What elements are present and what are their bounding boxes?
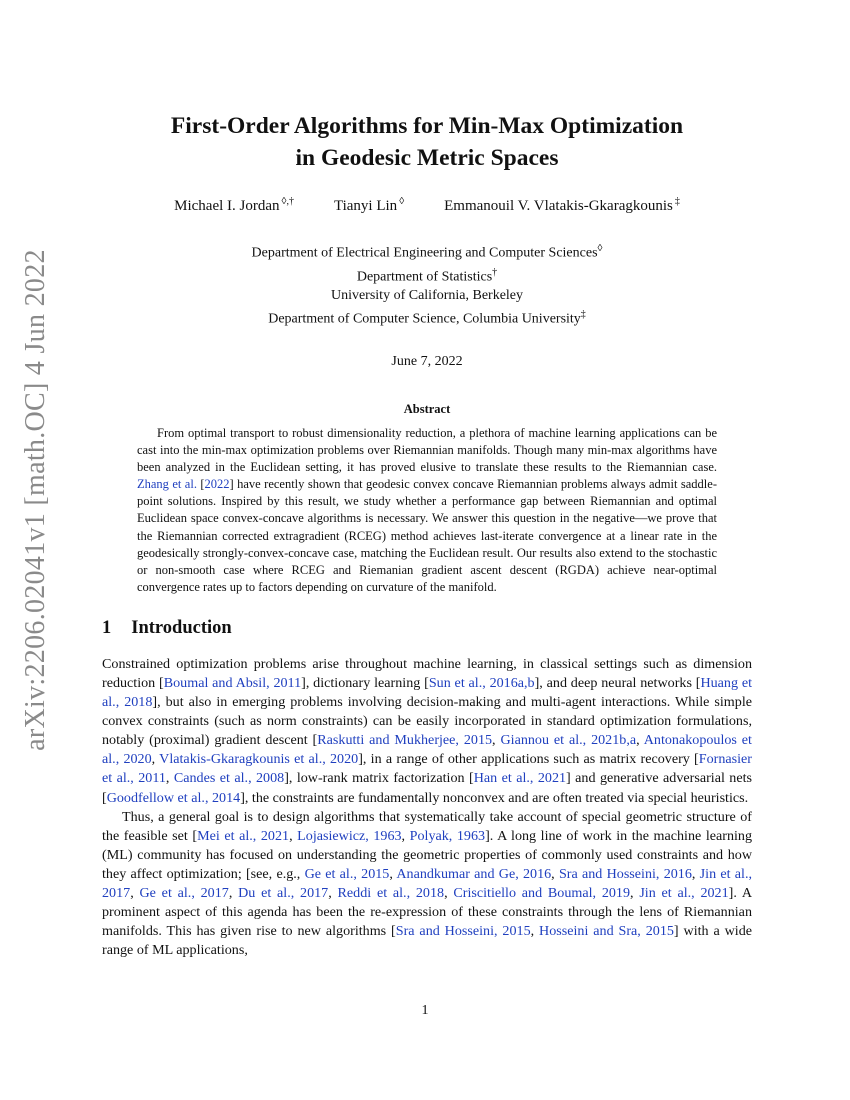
author-name: Michael I. Jordan [174,198,280,214]
affiliation-text: University of California, Berkeley [330,288,524,304]
citation-link[interactable]: Anandkumar and Ge, 2016 [396,865,552,882]
citation-link[interactable]: Antonakopoulos et al., 2020 [102,732,752,768]
citation-link[interactable]: Boumal and Absil, 2011 [163,675,302,691]
section-body [102,655,752,961]
affiliation [102,286,752,305]
citation-link[interactable]: Sra and Hosseini, 2016 [558,865,692,882]
affiliation-mark: ‡ [580,309,586,321]
paragraph: Constrained optimization problems arise throughout machine learning, in classical settings such as dimension reduction [Boumal and Absil, 2011], dictionary learning [Sun et al., 2016a,b], and deep neural networks [Huang et al., 2018], but also in emerging problems involving decision-making and multi-agent interactions. While simple convex constraints (such as norm constraints) can be easily incorporated in standard optimization formulations, notably (proximal) gradient descent [Raskutti and Mukherjee, 2015, Giannou et al., 2021b,a, Antonakopoulos et al., 2020, Vlatakis-Gkaragkounis et al., 2020], in a range of other applications such as matrix recovery [Fornasier et al., 2011, Candes et al., 2008], low-rank matrix factorization [Han et al., 2021] and generative adversarial nets [Goodfellow et al., 2014], the constraints are fundamentally nonconvex and are often treated via special heuristics. [102,655,752,806]
paper-date: June 7, 2022 [391,353,463,369]
paper-page [102,110,752,960]
citation-link[interactable]: Du et al., 2017 [238,885,329,902]
arxiv-identifier-stamp [8,249,64,751]
citation-link[interactable]: Lojasiewicz, 1963 [297,827,402,844]
title-line-1: First-Order Algorithms for Min-Max Optimization [170,113,684,139]
affiliation [102,263,752,287]
author-name: Tianyi Lin [333,198,398,214]
section-number: 1 [102,617,112,638]
author [444,196,680,215]
citation-link[interactable]: Sra and Hosseini, 2015 [395,923,531,940]
citation-link[interactable]: Goodfellow et al., 2014 [106,789,241,806]
arxiv-identifier-text: arXiv:2206.02041v1 [math.OC] 4 Jun 2022 [20,249,51,751]
citation-link[interactable]: Criscitiello and Boumal, 2019 [453,885,631,902]
citation-link[interactable]: Candes et al., 2008 [173,770,285,787]
author-name: Emmanouil V. Vlatakis-Gkaragkounis [444,198,673,214]
citation-link[interactable]: Raskutti and Mukherjee, 2015 [317,732,493,749]
section-title: Introduction [131,617,232,638]
abstract-text: From optimal transport to robust dimensionality reduction, a plethora of machine learning applications can be cast into the min-max optimization problems over Riemannian manifolds. Though many min-max algorithms have been analyzed in the Euclidean setting, it has proved elusive to translate these results to the Riemannian case. Zhang et al. [2022] have recently shown that geodesic convex concave Riemannian problems always admit saddle-point solutions. Inspired by this result, we study whether a performance gap between Riemannian and optimal Euclidean space convex-concave algorithms is necessary. We answer this question in the negative—we prove that the Riemannian corrected extragradient (RCEG) method achieves last-iterate convergence at a linear rate in the geodesically strongly-convex-concave case, matching the Euclidean result. Our results also extend to the stochastic or non-smooth case where RCEG and Riemanian gradient ascent descent (RGDA) achieve near-optimal convergence rates up to factors depending on curvature of the manifold. [137,425,717,594]
citation-link[interactable]: Jin et al., 2017 [102,865,753,902]
author [334,196,404,215]
affiliation-text: Department of Computer Science, Columbia University [268,311,581,327]
citation-link[interactable]: Huang et al., 2018 [102,675,752,711]
citation-link[interactable]: Mei et al., 2021 [197,827,290,844]
citation-link[interactable]: Reddi et al., 2018 [337,885,445,902]
author-list [102,196,752,215]
citation-link[interactable]: Hosseini and Sra, 2015 [539,923,674,940]
citation-link[interactable]: Giannou et al., 2021b,a [500,732,637,749]
author-mark: ◊ [399,196,405,207]
author [174,196,294,215]
citation-link[interactable]: Ge et al., 2015 [304,865,390,882]
affiliation-text: Department of Electrical Engineering and Computer Sciences [251,245,598,261]
citation-link[interactable]: Vlatakis-Gkaragkounis et al., 2020 [159,751,359,768]
citation-link[interactable]: Sun et al., 2016a,b [428,675,535,691]
section-heading [102,618,752,639]
author-mark: ‡ [674,196,680,207]
paragraph: Thus, a general goal is to design algorithms that systematically take account of special geometric structure of the feasible set [Mei et al., 2021, Lojasiewicz, 1963, Polyak, 1963]. A long line of work in the machine learning (ML) community has focused on understanding the geometric properties of commonly used constraints and how they affect optimization; [see, e.g., Ge et al., 2015, Anandkumar and Ge, 2016, Sra and Hosseini, 2016, Jin et al., 2017, Ge et al., 2017, Du et al., 2017, Reddi et al., 2018, Criscitiello and Boumal, 2019, Jin et al., 2021]. A prominent aspect of this agenda has been the re-expression of these constraints through the lens of Riemannian manifolds. This has given rise to new algorithms [Sra and Hosseini, 2015, Hosseini and Sra, 2015] with a wide range of ML applications, [102,808,753,959]
page-number: 1 [421,1003,429,1018]
citation-link[interactable]: Zhang et al. [137,477,197,492]
title-line-2: in Geodesic Metric Spaces [295,145,559,171]
affiliation [102,239,752,263]
citation-link[interactable]: 2022 [204,477,230,492]
citation-link[interactable]: Fornasier et al., 2011 [102,751,752,787]
paper-title [102,110,752,174]
affiliation-mark: ◊ [597,243,603,254]
citation-link[interactable]: Ge et al., 2017 [139,885,229,902]
affiliation [102,305,752,329]
citation-link[interactable]: Han et al., 2021 [473,770,567,787]
citation-link[interactable]: Polyak, 1963 [409,827,486,844]
author-mark: ◊,† [281,196,294,207]
abstract-heading: Abstract [403,401,451,416]
citation-link[interactable]: Jin et al., 2021 [639,885,729,902]
affiliation-text: Department of Statistics [356,269,493,285]
affiliations [102,239,752,329]
affiliation-mark: † [492,266,498,278]
